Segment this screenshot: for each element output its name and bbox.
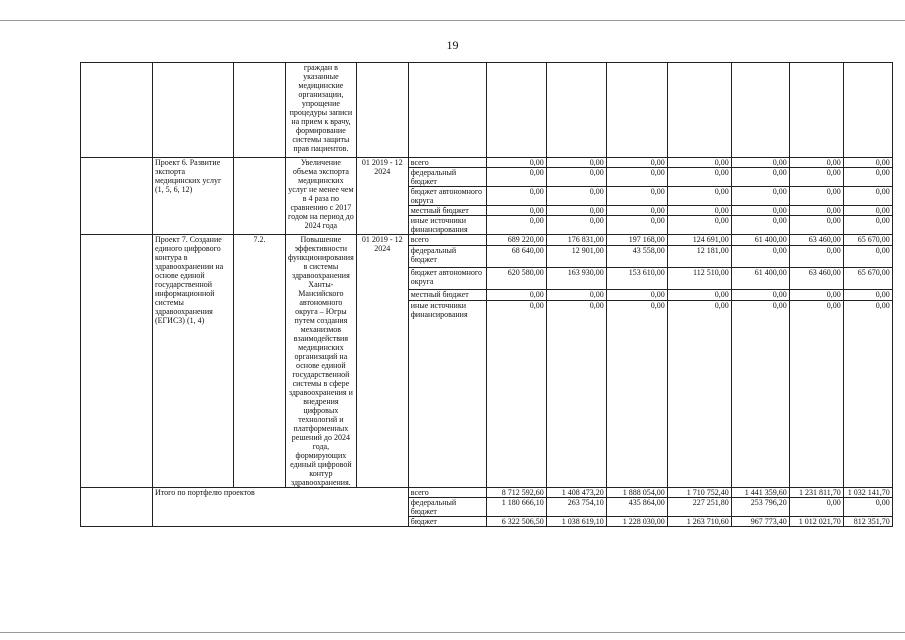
amount-cell: 197 168,00: [606, 235, 667, 246]
funding-source: местный бюджет: [408, 289, 486, 300]
amount-cell: 65 670,00: [843, 267, 892, 289]
amount-cell: 163 930,00: [546, 267, 606, 289]
amount-cell: 0,00: [731, 216, 789, 235]
amount-cell: 0,00: [789, 246, 843, 268]
amount-cell: 0,00: [667, 168, 731, 187]
amount-cell: 0,00: [843, 187, 892, 206]
amount-cell: 0,00: [546, 216, 606, 235]
amount-cell: 63 460,00: [789, 267, 843, 289]
amount-cell: 0,00: [606, 216, 667, 235]
amount-cell: 1 228 030,00: [606, 517, 667, 527]
funding-source: иные источники финансирования: [408, 301, 486, 488]
amount-cell: 0,00: [667, 187, 731, 206]
amount-cell: 1 231 811,70: [789, 488, 843, 498]
amount-cell: 153 610,00: [606, 267, 667, 289]
amount-cell: 1 710 752,40: [667, 488, 731, 498]
project-name: Проект 7. Создание единого цифрового контура в здравоохранении на основе единой государственной информационной системы здравоохранения (ЕГИСЗ) (1, 4): [153, 235, 234, 488]
amount-cell: 63 460,00: [789, 235, 843, 246]
amount-cell: 0,00: [843, 301, 892, 488]
amount-cell: 12 181,00: [667, 246, 731, 268]
amount-cell: 1 408 473,20: [546, 488, 606, 498]
amount-cell: 1 032 141,70: [843, 488, 892, 498]
amount-cell: 0,00: [789, 216, 843, 235]
amount-cell: 112 510,00: [667, 267, 731, 289]
amount-cell: 1 012 021,70: [789, 517, 843, 527]
amount-cell: 1 038 619,10: [546, 517, 606, 527]
period-cell: 01 2019 - 12 2024: [356, 235, 408, 488]
funding-table: [80, 62, 893, 527]
amount-cell: 0,00: [606, 187, 667, 206]
amount-cell: 263 754,10: [546, 498, 606, 517]
amount-cell: 0,00: [731, 289, 789, 300]
amount-cell: 0,00: [843, 168, 892, 187]
amount-cell: 1 441 359,60: [731, 488, 789, 498]
funding-source: всего: [408, 158, 486, 168]
amount-cell: 0,00: [789, 206, 843, 216]
amount-cell: 0,00: [546, 206, 606, 216]
project7-row: [81, 235, 893, 246]
amount-cell: 435 864,00: [606, 498, 667, 517]
bottom-scan-edge: [0, 632, 905, 633]
amount-cell: 0,00: [606, 289, 667, 300]
amount-cell: 0,00: [486, 158, 546, 168]
amount-cell: 0,00: [843, 246, 892, 268]
amount-cell: 68 640,00: [486, 246, 546, 268]
amount-cell: 0,00: [843, 158, 892, 168]
funding-source: федеральный бюджет: [408, 246, 486, 268]
amount-cell: 620 580,00: [486, 267, 546, 289]
item-number: [234, 158, 286, 235]
amount-cell: 0,00: [486, 187, 546, 206]
amount-cell: 0,00: [667, 301, 731, 488]
amount-cell: 0,00: [606, 206, 667, 216]
amount-cell: 8 712 592,60: [486, 488, 546, 498]
amount-cell: 0,00: [843, 289, 892, 300]
funding-source: иные источники финансирования: [408, 216, 486, 235]
continuation-row: [81, 63, 893, 158]
activity-cell: граждан в указанные медицинские организации, упрощение процедуры записи на прием к врачу, формирование системы защиты прав пациентов.: [286, 63, 357, 158]
amount-cell: 1 180 666,10: [486, 498, 546, 517]
amount-cell: 61 400,00: [731, 235, 789, 246]
amount-cell: 0,00: [789, 498, 843, 517]
amount-cell: 176 831,00: [546, 235, 606, 246]
amount-cell: 61 400,00: [731, 267, 789, 289]
amount-cell: 1 888 054,00: [606, 488, 667, 498]
project-name: Проект 6. Развитие экспорта медицинских услуг (1, 5, 6, 12): [153, 158, 234, 235]
amount-cell: 0,00: [606, 301, 667, 488]
amount-cell: 0,00: [667, 206, 731, 216]
amount-cell: 1 263 710,60: [667, 517, 731, 527]
amount-cell: 689 220,00: [486, 235, 546, 246]
funding-source: местный бюджет: [408, 206, 486, 216]
page-number: 19: [446, 38, 459, 52]
top-scan-edge: [0, 20, 905, 21]
amount-cell: 124 691,00: [667, 235, 731, 246]
amount-cell: 0,00: [546, 187, 606, 206]
amount-cell: 0,00: [486, 168, 546, 187]
project6-row: [81, 158, 893, 168]
funding-source: федеральный бюджет: [408, 168, 486, 187]
funding-source: бюджет автономного округа: [408, 187, 486, 206]
amount-cell: 0,00: [667, 216, 731, 235]
amount-cell: 0,00: [843, 216, 892, 235]
amount-cell: 0,00: [789, 289, 843, 300]
amount-cell: 0,00: [789, 301, 843, 488]
amount-cell: 0,00: [606, 168, 667, 187]
amount-cell: 6 322 506,50: [486, 517, 546, 527]
amount-cell: 0,00: [667, 158, 731, 168]
amount-cell: 0,00: [731, 158, 789, 168]
amount-cell: 0,00: [789, 187, 843, 206]
period-cell: 01 2019 - 12 2024: [356, 158, 408, 235]
amount-cell: 0,00: [486, 206, 546, 216]
amount-cell: 0,00: [843, 498, 892, 517]
amount-cell: 0,00: [731, 206, 789, 216]
amount-cell: 0,00: [486, 289, 546, 300]
amount-cell: 0,00: [843, 206, 892, 216]
amount-cell: 0,00: [731, 168, 789, 187]
amount-cell: 0,00: [789, 158, 843, 168]
amount-cell: 227 251,80: [667, 498, 731, 517]
amount-cell: 0,00: [731, 246, 789, 268]
amount-cell: 0,00: [731, 187, 789, 206]
amount-cell: 0,00: [789, 168, 843, 187]
funding-source: федеральный бюджет: [408, 498, 486, 517]
amount-cell: 0,00: [486, 301, 546, 488]
amount-cell: 0,00: [667, 289, 731, 300]
amount-cell: 0,00: [546, 168, 606, 187]
amount-cell: 812 351,70: [843, 517, 892, 527]
item-number: 7.2.: [234, 235, 286, 488]
total-row: [81, 488, 893, 498]
funding-source: всего: [408, 488, 486, 498]
amount-cell: 0,00: [731, 301, 789, 488]
amount-cell: 967 773,40: [731, 517, 789, 527]
amount-cell: 0,00: [546, 301, 606, 488]
amount-cell: 0,00: [606, 158, 667, 168]
amount-cell: 12 901,00: [546, 246, 606, 268]
funding-source: бюджет: [408, 517, 486, 527]
funding-source: бюджет автономного округа: [408, 267, 486, 289]
amount-cell: 0,00: [546, 158, 606, 168]
amount-cell: 0,00: [486, 216, 546, 235]
total-label: Итого по портфелю проектов: [153, 488, 409, 527]
activity-cell: Увеличение объема экспорта медицинских услуг не менее чем в 4 раза по сравнению с 2017 годом на период до 2024 года: [286, 158, 357, 235]
amount-cell: 0,00: [546, 289, 606, 300]
amount-cell: 43 558,00: [606, 246, 667, 268]
amount-cell: 253 796,20: [731, 498, 789, 517]
funding-source: всего: [408, 235, 486, 246]
amount-cell: 65 670,00: [843, 235, 892, 246]
activity-cell: Повышение эффективности функционирования в системы здравоохранения Ханты-Мансийского автономного округа – Югры путем создания механизмов взаимодействия медицинских организаций на основе единой государственной системы в сфере здравоохранения и внедрения цифровых технологий и платформенных решений до 2024 года, формирующих единый цифровой контур здравоохранения.: [286, 235, 357, 488]
